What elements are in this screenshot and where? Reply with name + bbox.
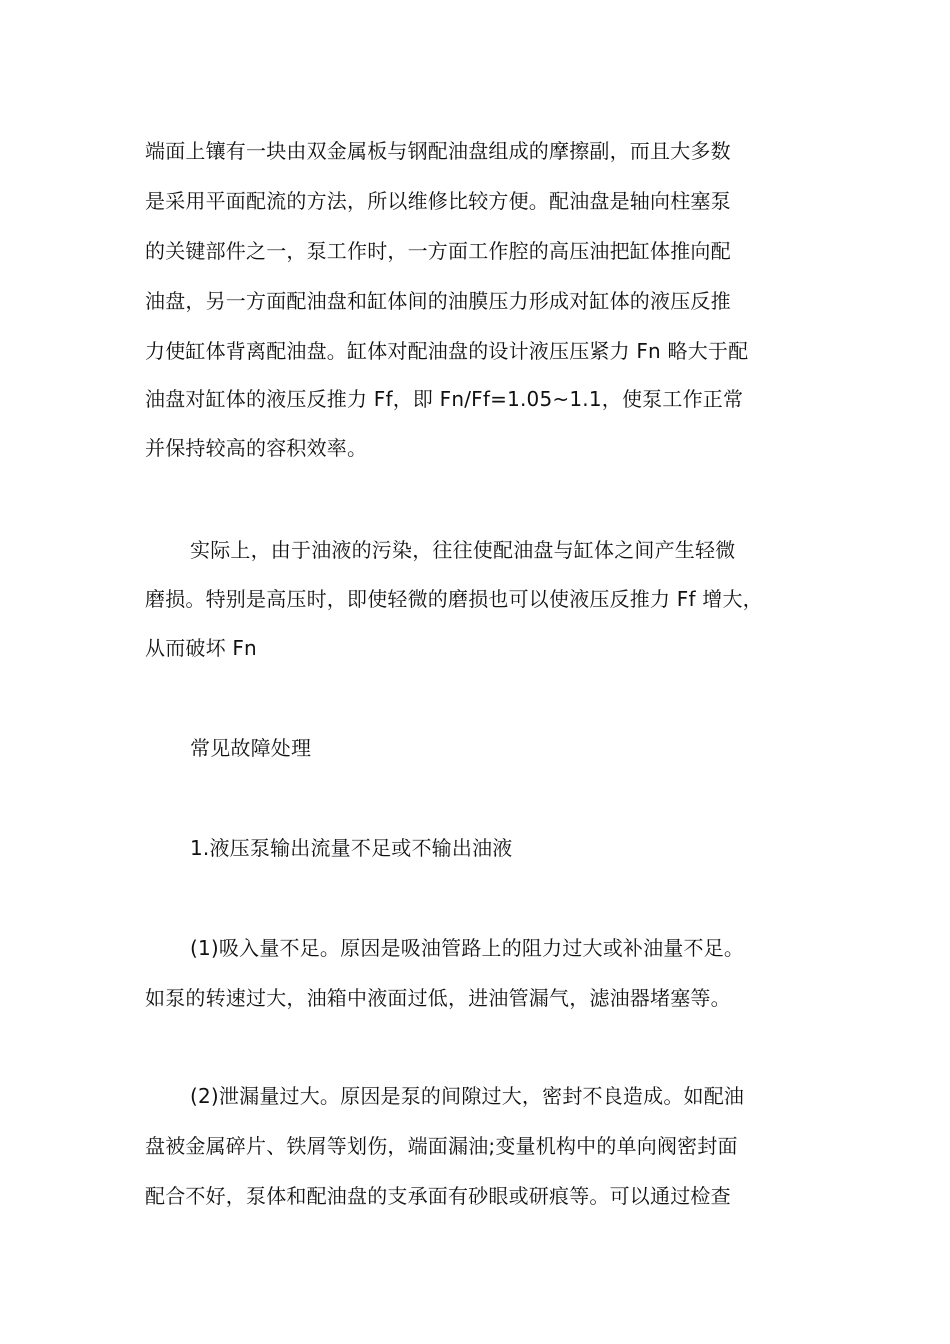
paragraph-1-line-3: 的关键部件之一，泵工作时，一方面工作腔的高压油把缸体推向配 xyxy=(145,239,731,263)
paragraph-1-line-6: 油盘对缸体的液压反推力 Ff，即 Fn/Ff=1.05~1.1，使泵工作正常 xyxy=(145,387,744,411)
paragraph-2-line-1: 实际上，由于油液的污染，往往使配油盘与缸体之间产生轻微 xyxy=(190,538,736,562)
paragraph-1-line-7: 并保持较高的容积效率。 xyxy=(145,436,368,460)
paragraph-1-line-1: 端面上镶有一块由双金属板与钢配油盘组成的摩擦副，而且大多数 xyxy=(145,139,731,163)
paragraph-2-line-2: 磨损。特别是高压时，即使轻微的磨损也可以使液压反推力 Ff 增大， xyxy=(145,587,763,611)
item-1-1-line-1: (1)吸入量不足。原因是吸油管路上的阻力过大或补油量不足。 xyxy=(190,936,745,960)
paragraph-1-line-5: 力使缸体背离配油盘。缸体对配油盘的设计液压压紧力 Fn 略大于配 xyxy=(145,339,749,363)
paragraph-1-line-4: 油盘，另一方面配油盘和缸体间的油膜压力形成对缸体的液压反推 xyxy=(145,289,731,313)
paragraph-1-line-2: 是采用平面配流的方法，所以维修比较方便。配油盘是轴向柱塞泵 xyxy=(145,189,731,213)
item-1-2-line-1: (2)泄漏量过大。原因是泵的间隙过大，密封不良造成。如配油 xyxy=(190,1084,745,1108)
item-1-2-line-3: 配合不好，泵体和配油盘的支承面有砂眼或研痕等。可以通过检查 xyxy=(145,1184,731,1208)
paragraph-2-line-3: 从而破坏 Fn xyxy=(145,636,257,660)
item-1-title: 1.液压泵输出流量不足或不输出油液 xyxy=(190,836,513,860)
section-heading: 常见故障处理 xyxy=(190,736,312,760)
item-1-2-line-2: 盘被金属碎片、铁屑等划伤，端面漏油;变量机构中的单向阀密封面 xyxy=(145,1134,738,1158)
item-1-1-line-2: 如泵的转速过大，油箱中液面过低，进油管漏气，滤油器堵塞等。 xyxy=(145,986,731,1010)
